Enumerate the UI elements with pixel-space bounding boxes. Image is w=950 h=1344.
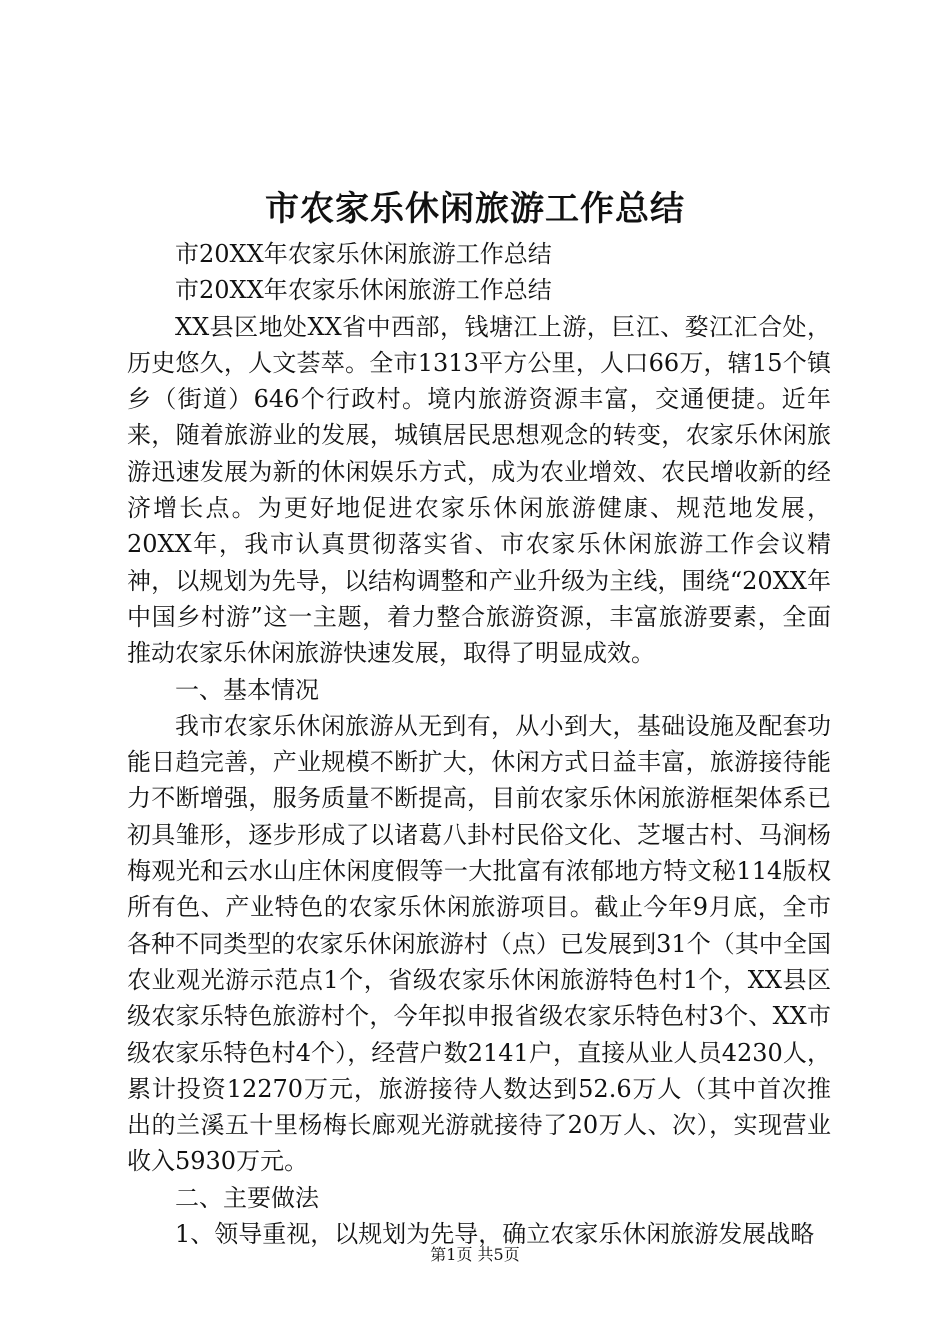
subtitle-line-1: 市20XX年农家乐休闲旅游工作总结	[175, 240, 552, 268]
document-body	[127, 236, 831, 1252]
practice-item-1: 1、领导重视，以规划为先导，确立农家乐休闲旅游发展战略	[175, 1220, 815, 1249]
section-heading-basic: 一、基本情况	[175, 675, 319, 704]
section-heading-practices: 二、主要做法	[175, 1183, 319, 1212]
subtitle-line-2: 市20XX年农家乐休闲旅游工作总结	[175, 276, 552, 305]
basic-situation-paragraph: 我市农家乐休闲旅游从无到有，从小到大，基础设施及配套功能日趋完善，产业规模不断扩大，休闲方式日益丰富，旅游接待能力不断增强，服务质量不断提高，目前农家乐休闲旅游框架体系已初具雏形，逐步形成了以诸葛八卦村民俗文化、芝堰古村、马涧杨梅观光和云水山庄休闲度假等一大批富有浓郁地方特文秘114版权所有色、产业特色的农家乐休闲旅游项目。截止今年9月底，全市各种不同类型的农家乐休闲旅游村（点）已发展到31个（其中全国农业观光游示范点1个，省级农家乐休闲旅游特色村1个，XX县区级农家乐特色旅游村个，今年拟申报省级农家乐特色村3个、XX市级农家乐特色村4个），经营户数2141户，直接从业人员4230人，累计投资12270万元，旅游接待人数达到52.6万人（其中首次推出的兰溪五十里杨梅长廊观光游就接待了20万人、次），实现营业收入5930万元。	[127, 711, 831, 1176]
document-title: 市农家乐休闲旅游工作总结	[265, 189, 685, 229]
intro-paragraph: XX县区地处XX省中西部，钱塘江上游，巨江、婺江汇合处，历史悠久，人文荟萃。全市1313平方公里，人口66万，辖15个镇乡（街道）646个行政村。境内旅游资源丰富，交通便捷。近年来，随着旅游业的发展，城镇居民思想观念的转变，农家乐休闲旅游迅速发展为新的休闲娱乐方式，成为农业增效、农民增收新的经济增长点。为更好地促进农家乐休闲旅游健康、规范地发展，20XX年，我市认真贯彻落实省、市农家乐休闲旅游工作会议精神，以规划为先导，以结构调整和产业升级为主线，围绕“20XX年中国乡村游”这一主题，着力整合旅游资源，丰富旅游要素，全面推动农家乐休闲旅游快速发展，取得了明显成效。	[127, 312, 831, 668]
page-number: 第1页 共5页	[430, 1245, 520, 1264]
